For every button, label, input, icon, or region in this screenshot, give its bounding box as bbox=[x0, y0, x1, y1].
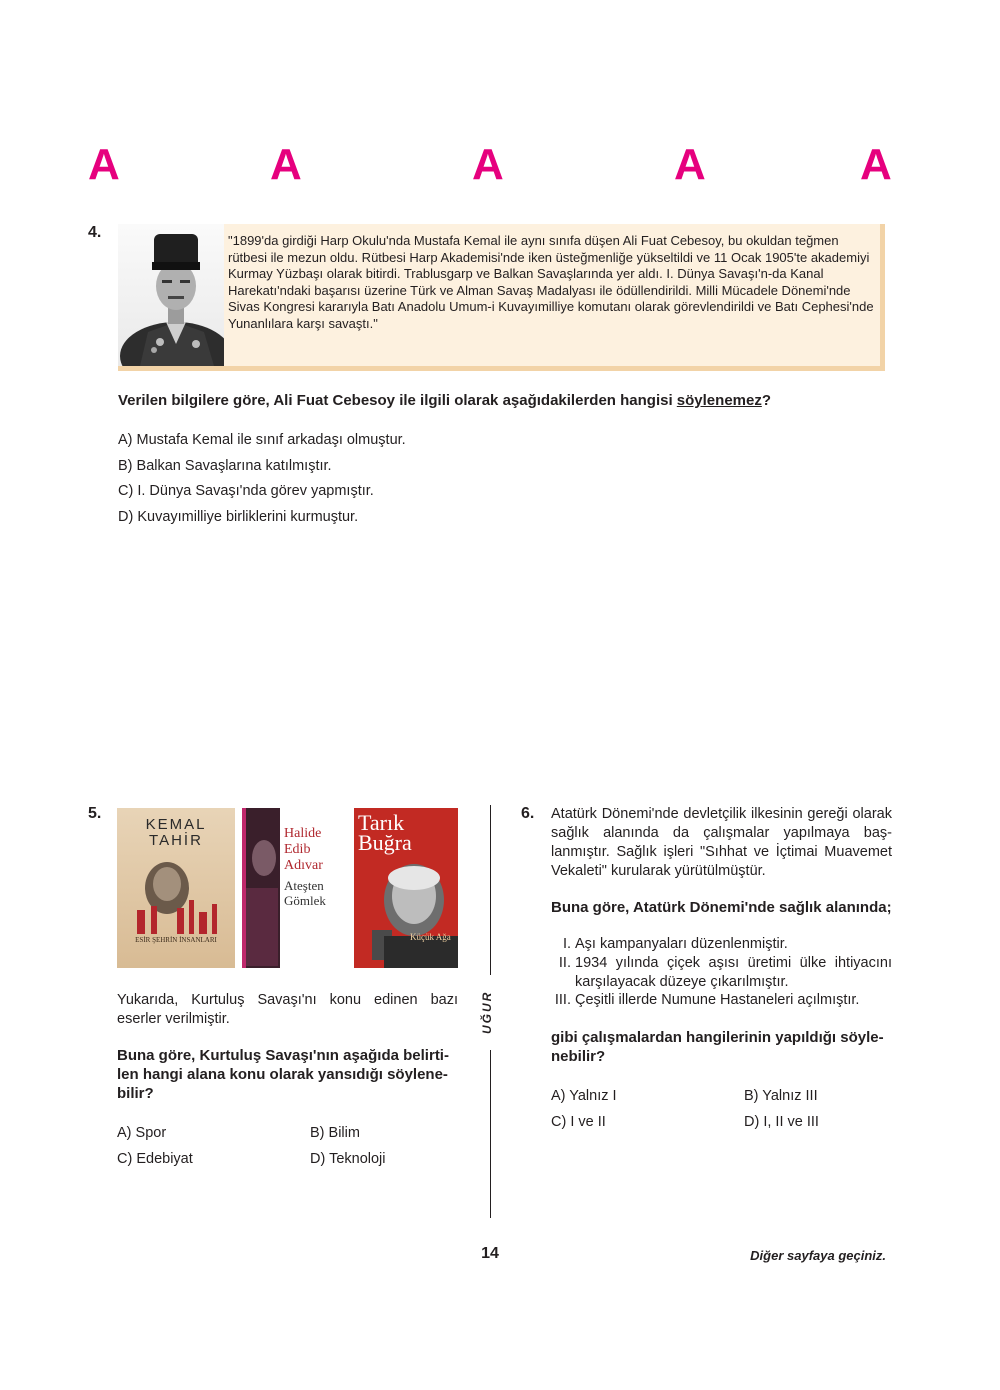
question-6-item-2-number: II. bbox=[558, 955, 571, 971]
book3-author-first: Tarık bbox=[358, 810, 405, 835]
next-page-note: Diğer sayfaya geçiniz. bbox=[750, 1248, 886, 1263]
question-6-option-b[interactable]: B) Yalnız III bbox=[744, 1088, 818, 1104]
question-4-option-a[interactable]: A) Mustafa Kemal ile sınıf arkadaşı olmuştur. bbox=[118, 432, 406, 448]
question-5-option-c[interactable]: C) Edebiyat bbox=[117, 1151, 193, 1167]
question-5-option-b[interactable]: B) Bilim bbox=[310, 1125, 360, 1141]
page-number: 14 bbox=[481, 1245, 499, 1262]
question-4-option-d[interactable]: D) Kuvayımilliye birliklerini kurmuştur. bbox=[118, 509, 359, 525]
question-4-quote: "1899'da girdiği Harp Okulu'nda Mustafa Kemal ile aynı sınıfa düşen Ali Fuat Cebesoy, bu okuldan teğmen rütbesi ile mezun oldu. Rütbesi Harp Akademisi'nde iken üsteğmenliğe yükseltildi ve 11 Ocak 1905'te akademiyi Kurmay Yüzbaşı olarak bitirdi. Trablusgarp ve Balkan Savaşlarında yer aldı. I. Dünya Savaşı'n-da Kanal Harekatı'ndaki başarısı üzerine Türk ve Alman Savaş Madalyası ile ödüllendirildi. Milli Mücadele Dönemi'nde Sivas Kongresi kararıyla Batı Anadolu Umum-i Kuvayımilliye komutanı olarak görevlendirildi ve Batı Cephesi'nde Yunanlılara karşı savaştı." bbox=[228, 233, 874, 331]
question-6-item-3-number: III. bbox=[554, 992, 571, 1008]
question-4-stem bbox=[118, 391, 888, 410]
question-6-number: 6. bbox=[521, 805, 535, 822]
booklet-letter: A bbox=[674, 140, 706, 189]
question-6-option-c[interactable]: C) I ve II bbox=[551, 1114, 606, 1130]
question-6-stem-2: gibi çalışmalardan hangilerinin yapıldığı söyle-nebilir? bbox=[551, 1029, 884, 1065]
book3-title: Küçük Ağa bbox=[410, 932, 451, 942]
book1-title: ESİR ŞEHRİN İNSANLARI bbox=[135, 936, 217, 944]
book2-title-first: Ateşten bbox=[284, 878, 324, 893]
question-4-option-b[interactable]: B) Balkan Savaşlarına katılmıştır. bbox=[118, 458, 332, 474]
book2-cover-art bbox=[242, 808, 280, 968]
book3-author-last: Buğra bbox=[358, 830, 412, 855]
question-5-stem: Buna göre, Kurtuluş Savaşı'nın aşağıda belirti-len hangi alana konu olarak yansıdığı söylene-bilir? bbox=[117, 1047, 449, 1102]
book-cover-esir-sehrin-insanlari bbox=[117, 808, 235, 968]
question-6-stem-1: Buna göre, Atatürk Dönemi'nde sağlık alanında; bbox=[551, 899, 892, 916]
book3-cover-art bbox=[354, 856, 458, 968]
publisher-brand: UĞUR bbox=[480, 990, 494, 1034]
question-6-item-1-number: I. bbox=[562, 936, 571, 952]
book1-author-first: KEMAL bbox=[145, 816, 207, 833]
question-4-stem-text: Verilen bilgilere göre, Ali Fuat Cebesoy ile ilgili olarak aşağıdakilerden hangisi bbox=[118, 392, 677, 409]
question-6-option-a[interactable]: A) Yalnız I bbox=[551, 1088, 617, 1104]
booklet-letter: A bbox=[270, 140, 302, 189]
booklet-letter: A bbox=[472, 140, 504, 189]
column-divider-top bbox=[490, 805, 491, 975]
booklet-letter: A bbox=[88, 140, 120, 189]
book2-author-last: Adıvar bbox=[284, 858, 323, 873]
question-6-option-d[interactable]: D) I, II ve III bbox=[744, 1114, 819, 1130]
question-4-number: 4. bbox=[88, 224, 102, 241]
book2-title-second: Gömlek bbox=[284, 893, 326, 908]
book-cover-kucuk-aga bbox=[354, 808, 458, 968]
question-4-option-c[interactable]: C) I. Dünya Savaşı'nda görev yapmıştır. bbox=[118, 483, 374, 499]
question-5-intro: Yukarıda, Kurtuluş Savaşı'nı konu edinen bazı eserler verilmiştir. bbox=[117, 992, 458, 1027]
book1-author-last: TAHİR bbox=[149, 832, 203, 849]
question-5-option-a[interactable]: A) Spor bbox=[117, 1125, 167, 1141]
question-4-stem-underlined: söylenemez bbox=[676, 392, 762, 409]
question-6-item-1-text: Aşı kampanyaları düzenlenmiştir. bbox=[575, 936, 788, 952]
book1-cover-art bbox=[117, 850, 235, 936]
booklet-letter: A bbox=[860, 140, 892, 189]
question-5-option-d[interactable]: D) Teknoloji bbox=[310, 1151, 386, 1167]
question-6-item-2-text: 1934 yılında çiçek aşısı üretimi ülke ihtiyacını karşılayacak düzeye çıkarılmıştır. bbox=[575, 955, 892, 990]
book-cover-atesten-gomlek bbox=[242, 808, 346, 968]
question-5-number: 5. bbox=[88, 805, 102, 822]
portrait-illustration bbox=[118, 224, 224, 366]
portrait-photo bbox=[118, 224, 224, 366]
book2-author-first: Halide bbox=[284, 826, 322, 841]
column-divider-bottom bbox=[490, 1050, 491, 1218]
question-4-stem-end: ? bbox=[761, 392, 772, 409]
question-6-item-3-text: Çeşitli illerde Numune Hastaneleri açılmıştır. bbox=[575, 992, 860, 1008]
book2-author-middle: Edib bbox=[284, 842, 311, 857]
question-6-intro: Atatürk Dönemi'nde devletçilik ilkesinin gereği olarak sağlık alanında da çalışmalar yapılmaya baş-lanmıştır. Sağlık işleri "Sıhhat ve İçtimai Muavemet Vekaleti" kurularak yürütülmüştür. bbox=[551, 806, 892, 879]
